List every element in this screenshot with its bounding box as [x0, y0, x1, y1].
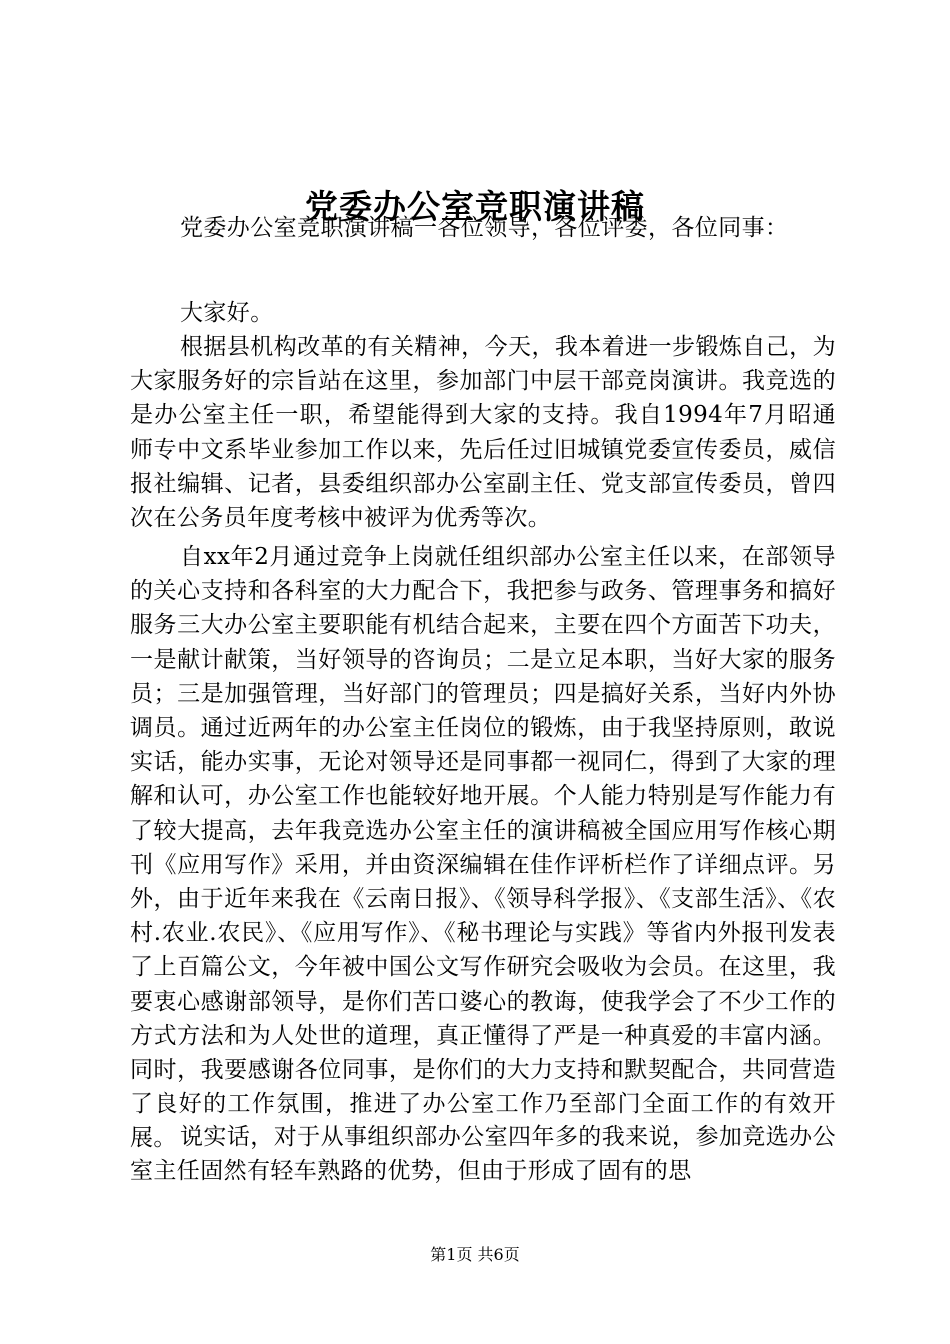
body-paragraph: 说实话，对于从事组织部办公室四年多的我来说，参加竞选办公室主任固然有轻车熟路的优势，但由于形成了固有的思 [130, 1124, 836, 1185]
greeting-paragraph: 大家好。 [180, 300, 274, 326]
body-paragraph: 自xx年2月通过竞争上岗就任组织部办公室主任以来，在部领导的关心支持和各科室的大力配合下，我把参与政务、管理事务和搞好服务三大办公室主要职能有机结合起来，主要在四个方面苦下功夫，一是献计献策，当好领导的咨询员；二是立足本职，当好大家的服务员；三是加强管理，当好部门的管理员；四是搞好关系，当好内外协调员。通过近两年的办公室主任岗位的锻炼，由于我坚持原则，敢说实话，能办实事，无论对领导还是同事都一视同仁，得到了大家的理解和认可，办公室工作也能较好地开展。个人能力特别是写作能力有了较大提高，去年我竞选办公室主任的演讲稿被全国应用写作核心期刊《应用写作》采用，并由资深编辑在佳作评析栏作了详细点评。另外，由于近年来我在《云南日报》、《领导科学报》、《支部生活》、《农村.农业.农民》、《应用写作》、《秘书理论与实践》等省内外报刊发表了上百篇公文，今年被中国公文写作研究会吸收为会员。在这里，我要衷心感谢部领导，是你们苦口婆心的教诲，使我学会了不少工作的方式方法和为人处世的道理，真正懂得了严是一种真爱的丰富内涵。同时，我要感谢各位同事，是你们的大力支持和默契配合，共同营造了良好的工作氛围，推进了办公室工作乃至部门全面工作的有效开展。 [130, 544, 836, 1152]
intro-paragraph: 党委办公室竞职演讲稿一各位领导，各位评委，各位同事： [180, 215, 789, 241]
body-paragraph: 根据县机构改革的有关精神，今天，我本着进一步锻炼自己，为大家服务好的宗旨站在这里，参加部门中层干部竞岗演讲。我竞选的是办公室主任一职，希望能得到大家的支持。我自1994年7月昭通师专中文系毕业参加工作以来，先后任过旧城镇党委宣传委员，威信报社编辑、记者，县委组织部办公室副主任、党支部宣传委员，曾四次在公务员年度考核中被评为优秀等次。 [130, 334, 836, 532]
document-title: 党委办公室竞职演讲稿 [305, 187, 645, 226]
page-number-footer: 第1页 共6页 [430, 1245, 520, 1264]
